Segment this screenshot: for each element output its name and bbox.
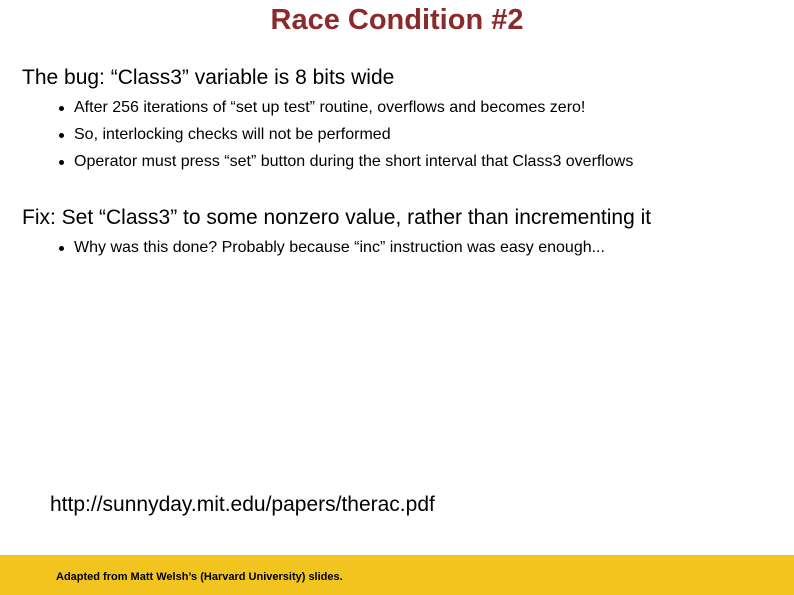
bullet-icon xyxy=(59,160,64,165)
list-item-text: So, interlocking checks will not be performed xyxy=(74,126,391,143)
list-item xyxy=(54,238,605,265)
list-item-text: After 256 iterations of “set up test” routine, overflows and becomes zero! xyxy=(74,99,586,116)
footer-bar xyxy=(0,555,794,595)
list-item xyxy=(54,125,633,152)
bullet-icon xyxy=(59,133,64,138)
reference-url[interactable]: http://sunnyday.mit.edu/papers/therac.pdf xyxy=(50,493,435,516)
list-item xyxy=(54,98,633,125)
bug-details-list xyxy=(54,98,633,179)
bullet-icon xyxy=(59,106,64,111)
main-point-fix: Fix: Set “Class3” to some nonzero value, rather than incrementing it xyxy=(22,206,652,229)
list-item-text: Operator must press “set” button during the short interval that Class3 overflows xyxy=(74,153,634,170)
main-point-bug: The bug: “Class3” variable is 8 bits wide xyxy=(22,66,395,89)
footer-credit: Adapted from Matt Welsh’s (Harvard University) slides. xyxy=(56,571,343,583)
slide-title: Race Condition #2 xyxy=(270,4,524,36)
bullet-icon xyxy=(59,246,64,251)
list-item xyxy=(54,152,633,179)
list-item-text: Why was this done? Probably because “inc” instruction was easy enough... xyxy=(74,239,605,256)
fix-details-list xyxy=(54,238,605,265)
